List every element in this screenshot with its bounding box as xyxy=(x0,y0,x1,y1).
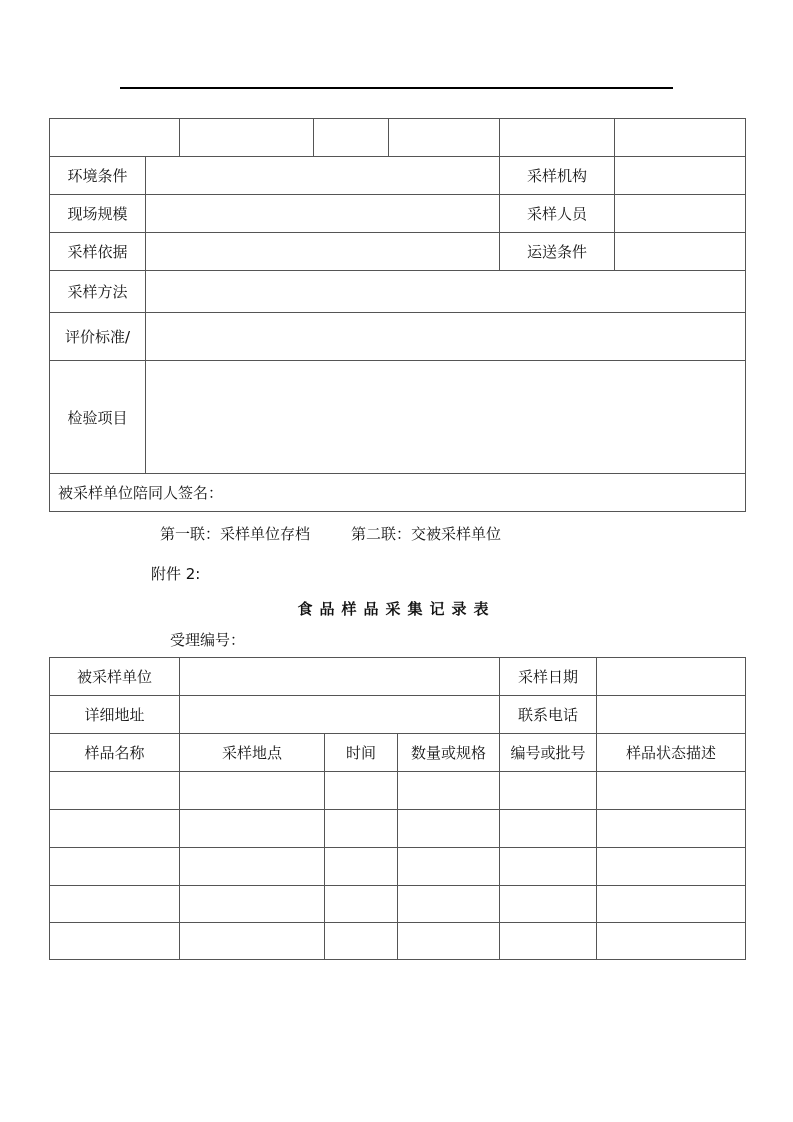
table-row xyxy=(50,361,746,474)
cell[interactable] xyxy=(325,848,398,886)
table-row xyxy=(50,195,746,233)
blank-cell[interactable] xyxy=(389,119,500,157)
header-row xyxy=(50,734,746,772)
table-row xyxy=(50,157,746,195)
scale-label: 现场规模 xyxy=(50,195,146,233)
items-field[interactable] xyxy=(146,361,746,474)
table-row xyxy=(50,271,746,313)
copy1-note: 第一联：采样单位存档 xyxy=(160,525,311,543)
cell[interactable] xyxy=(50,810,180,848)
column-header: 样品状态描述 xyxy=(597,734,746,772)
address-label: 详细地址 xyxy=(50,696,180,734)
cell[interactable] xyxy=(500,810,597,848)
standard-label: 评价标准/ xyxy=(50,313,146,361)
table-row xyxy=(50,233,746,271)
cell[interactable] xyxy=(50,886,180,923)
cell[interactable] xyxy=(398,923,500,960)
transport-field[interactable] xyxy=(615,233,746,271)
org-label: 采样机构 xyxy=(500,157,615,195)
env-label: 环境条件 xyxy=(50,157,146,195)
table-row xyxy=(50,886,746,923)
cell[interactable] xyxy=(597,810,746,848)
blank-cell[interactable] xyxy=(314,119,389,157)
phone-field[interactable] xyxy=(597,696,746,734)
blank-cell[interactable] xyxy=(500,119,615,157)
env-field[interactable] xyxy=(146,157,500,195)
cell[interactable] xyxy=(325,810,398,848)
cell[interactable] xyxy=(50,923,180,960)
sample-record-table xyxy=(49,657,746,960)
cell[interactable] xyxy=(398,848,500,886)
cell[interactable] xyxy=(500,848,597,886)
method-field[interactable] xyxy=(146,271,746,313)
table-row xyxy=(50,474,746,512)
org-field[interactable] xyxy=(615,157,746,195)
method-label: 采样方法 xyxy=(50,271,146,313)
table-row xyxy=(50,696,746,734)
column-header: 编号或批号 xyxy=(500,734,597,772)
cell[interactable] xyxy=(180,848,325,886)
table-row xyxy=(50,119,746,157)
cell[interactable] xyxy=(500,772,597,810)
sample-date-field[interactable] xyxy=(597,658,746,696)
cell[interactable] xyxy=(325,886,398,923)
table-row xyxy=(50,313,746,361)
cell[interactable] xyxy=(500,886,597,923)
cell[interactable] xyxy=(398,886,500,923)
copy2-note: 第二联：交被采样单位 xyxy=(351,525,502,543)
table-row xyxy=(50,772,746,810)
column-header: 采样地点 xyxy=(180,734,325,772)
blank-cell[interactable] xyxy=(50,119,180,157)
cell[interactable] xyxy=(50,772,180,810)
cell[interactable] xyxy=(180,772,325,810)
cell[interactable] xyxy=(325,772,398,810)
acceptance-number-label: 受理编号： xyxy=(170,631,246,649)
sampling-info-table xyxy=(49,118,746,512)
blank-cell[interactable] xyxy=(180,119,314,157)
sample-date-label: 采样日期 xyxy=(500,658,597,696)
table-row xyxy=(50,658,746,696)
signature-field[interactable]: 被采样单位陪同人签名： xyxy=(50,474,746,512)
transport-label: 运送条件 xyxy=(500,233,615,271)
column-header: 时间 xyxy=(325,734,398,772)
scale-field[interactable] xyxy=(146,195,500,233)
cell[interactable] xyxy=(398,772,500,810)
cell[interactable] xyxy=(597,886,746,923)
items-label: 检验项目 xyxy=(50,361,146,474)
cell[interactable] xyxy=(500,923,597,960)
cell[interactable] xyxy=(180,886,325,923)
cell[interactable] xyxy=(325,923,398,960)
basis-label: 采样依据 xyxy=(50,233,146,271)
staff-label: 采样人员 xyxy=(500,195,615,233)
cell[interactable] xyxy=(50,848,180,886)
cell[interactable] xyxy=(597,923,746,960)
address-field[interactable] xyxy=(180,696,500,734)
cell[interactable] xyxy=(398,810,500,848)
phone-label: 联系电话 xyxy=(500,696,597,734)
standard-field[interactable] xyxy=(146,313,746,361)
column-header: 样品名称 xyxy=(50,734,180,772)
attachment-label: 附件 2: xyxy=(151,565,201,583)
cell[interactable] xyxy=(597,772,746,810)
column-header: 数量或规格 xyxy=(398,734,500,772)
sampled-unit-label: 被采样单位 xyxy=(50,658,180,696)
cell[interactable] xyxy=(597,848,746,886)
form-title: 食品样品采集记录表 xyxy=(297,600,496,618)
table-row xyxy=(50,923,746,960)
basis-field[interactable] xyxy=(146,233,500,271)
sampled-unit-field[interactable] xyxy=(180,658,500,696)
cell[interactable] xyxy=(180,810,325,848)
cell[interactable] xyxy=(180,923,325,960)
table-row xyxy=(50,848,746,886)
table-row xyxy=(50,810,746,848)
staff-field[interactable] xyxy=(615,195,746,233)
header-rule xyxy=(120,87,673,89)
blank-cell[interactable] xyxy=(615,119,746,157)
